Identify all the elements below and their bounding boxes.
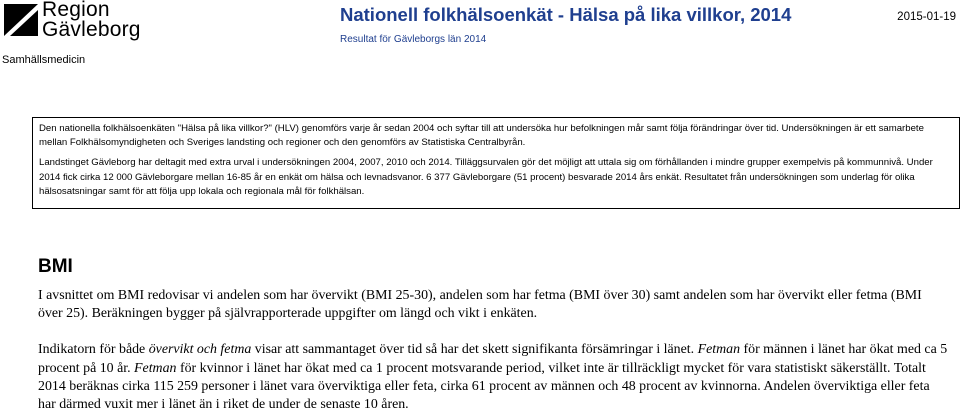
text-run: för kvinnor i länet har ökat med ca 1 procent motsvarande period, vilket inte är tillräckligt mycket för vara statistiskt säkerställt. Totalt 2014 beräknas cirka 115 259 personer i länet vara överviktiga eller feta, cirka 61 procent av männen och 48 procent av kvinnorna. Andelen överviktiga eller feta har därmed vuxit mer i länet än i riket de under de senaste 10 åren. — [38, 360, 930, 413]
bmi-paragraph-1: I avsnittet om BMI redovisar vi andelen som har övervikt (BMI 25-30), andelen som har fetma (BMI över 30) samt andelen som har övervikt eller fetma (BMI över 25). Beräkningen bygger på självrapporterade uppgifter om längd och vikt i enkäten. — [38, 288, 922, 322]
logo-text-gavleborg: Gävleborg — [42, 18, 141, 41]
page-title: Nationell folkhälsoenkät - Hälsa på lika villkor, 2014 — [340, 4, 792, 25]
intro-paragraph-2: Landstinget Gävleborg har deltagit med extra urval i undersökningen 2004, 2007, 2010 och 2014. Tilläggsurvalen gör det möjligt att uttala sig om förhållanden i mindre grupper exempelvis på kommunnivå. Under 2014 fick cirka 12 000 Gävleborgare mellan 16-85 år en enkät om hälsa och levnadsvanor. 6 377 Gävleborgare (51 procent) besvarade 2014 års enkät. Resultatet från undersökningen som underlag för olika hälsosatsningar samt för att följa upp lokala och regionala mål för folkhälsan. — [39, 157, 933, 197]
text-run: visar att sammantaget över tid så har det skett signifikanta försämringar i länet. — [251, 342, 698, 358]
intro-paragraph-1: Den nationella folkhälsoenkäten "Hälsa på lika villkor?" (HLV) genomförs varje år sedan 2004 och syftar till att undersöka hur befolkningen mår samt följa förändringar över tid. Undersökningen är ett samarbete mellan Folkhälsomyndigheten och Sveriges landsting och regioner och den genomförs av Statistiska Centralbyrån. — [39, 123, 924, 149]
region-logo-icon — [2, 2, 40, 38]
section-body — [38, 287, 948, 414]
department-label: Samhällsmedicin — [2, 54, 86, 66]
text-run: Indikatorn för både — [38, 342, 149, 358]
bmi-paragraph-2 — [38, 341, 948, 414]
section-heading: BMI — [38, 256, 73, 277]
italic-term: Fetman — [697, 342, 741, 358]
intro-box — [32, 117, 960, 209]
region-gavleborg-logo — [2, 0, 142, 42]
text-run: för männen i länet har ökat med ca 5 procent på 10 år. — [38, 342, 948, 376]
page-subtitle: Resultat för Gävleborgs län 2014 — [340, 34, 487, 45]
italic-term: Fetman — [134, 360, 177, 376]
italic-term: övervikt och fetma — [148, 342, 252, 358]
logo-text-region: Region — [42, 0, 110, 21]
report-date: 2015-01-19 — [897, 11, 956, 23]
